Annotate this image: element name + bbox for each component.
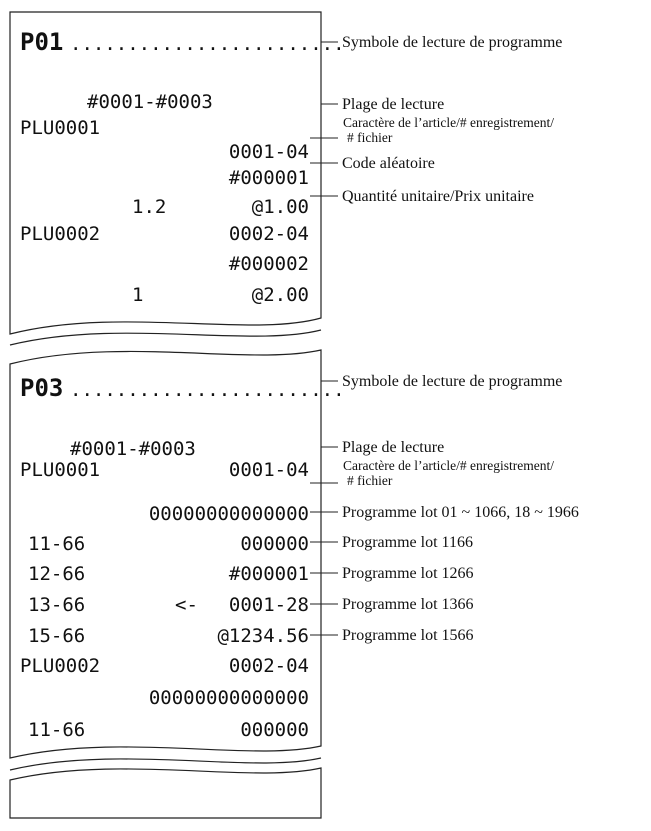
bottom-item2-batch: 00000000000000 [148,687,309,709]
bottom-l11: 11-66 [28,533,86,555]
ann-bottom-batch: Programme lot 01 ~ 1066, 18 ~ 1966 [342,504,579,521]
bottom-l12: 12-66 [28,563,86,585]
bottom-item1-name: PLU0001 [20,459,101,481]
ann-bottom-p1366: Programme lot 1366 [342,596,474,613]
ann-bottom-symbol: Symbole de lecture de programme [342,373,563,390]
top-dots: ........................ [70,33,345,55]
bottom-arrow: <- [175,594,198,616]
bottom-v13: 0001-28 [228,594,309,616]
ann-bottom-p1566: Programme lot 1566 [342,627,474,644]
ann-bottom-range: Plage de lecture [342,439,445,456]
ann-top-random: Code aléatoire [342,155,435,172]
bottom-dots: ........................ [70,379,345,401]
ann-bottom-article-1: Caractère de l’article/# enregistrement/ [343,458,555,473]
top-item2-price: @2.00 [251,284,309,306]
ann-bottom-article-2: # fichier [347,473,393,488]
ann-top-article-2: # fichier [347,130,393,145]
top-item1-price: @1.00 [251,196,309,218]
bottom-item2-l11: 11-66 [28,719,86,741]
bottom-range: #0001-#0003 [70,438,196,460]
bottom-v11: 000000 [240,533,309,555]
top-item1-qty: 1.2 [132,196,167,218]
top-item2-name: PLU0002 [20,223,101,245]
bottom-tear-line [10,758,321,770]
ann-bottom-p1166: Programme lot 1166 [342,534,473,551]
top-range: #0001-#0003 [87,91,213,113]
bottom-item2-v11: 000000 [240,719,309,741]
top-item1-random: #000001 [228,167,309,189]
top-item2-qty: 1 [132,284,144,306]
bottom-item2-code: 0002-04 [228,655,309,677]
bottom-receipt-tail [10,768,321,818]
bottom-symbol: P03 [20,374,64,402]
bottom-item1-code: 0001-04 [228,459,309,481]
top-tear-line [10,330,321,345]
top-item1-name: PLU0001 [20,117,101,139]
ann-top-range: Plage de lecture [342,96,445,113]
bottom-v12: #000001 [228,563,309,585]
bottom-l13: 13-66 [28,594,86,616]
bottom-item1-batch: 00000000000000 [148,503,309,525]
top-item1-code: 0001-04 [228,141,309,163]
bottom-l15: 15-66 [28,625,86,647]
ann-top-qty-price: Quantité unitaire/Prix unitaire [342,188,534,205]
top-item2-code: 0002-04 [228,223,309,245]
top-symbol: P01 [20,28,64,56]
bottom-v15: @1234.56 [217,625,309,647]
ann-top-article-1: Caractère de l’article/# enregistrement/ [343,115,555,130]
bottom-item2-name: PLU0002 [20,655,101,677]
ann-top-symbol: Symbole de lecture de programme [342,34,563,51]
top-item2-random: #000002 [228,253,309,275]
ann-bottom-p1266: Programme lot 1266 [342,565,474,582]
